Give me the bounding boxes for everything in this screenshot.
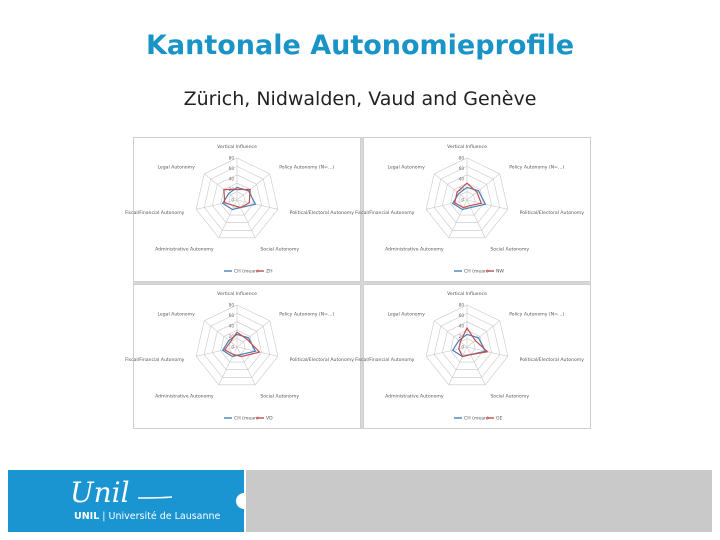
- radar-axis-label: Political/Electoral Autonomy: [289, 211, 354, 216]
- radar-panel-vaud: [125, 284, 361, 429]
- radar-axis-label: Social Autonomy: [490, 394, 530, 400]
- legend-label: CH (mean): [464, 269, 489, 275]
- radar-axis-label: Policy Autonomy (N=...): [509, 165, 565, 171]
- radar-tick-label: 20: [228, 187, 234, 192]
- radar-axis-label: Vertical Influence: [447, 292, 487, 297]
- radar-axis-label: Administrative Autonomy: [385, 394, 444, 400]
- radar-axis-label: Legal Autonomy: [387, 165, 425, 171]
- radar-chart-zurich: [125, 138, 362, 283]
- radar-panel-nidwalden: [355, 137, 591, 282]
- radar-spoke: [237, 200, 255, 238]
- radar-spoke: [449, 197, 467, 238]
- radar-tick-label: 0: [461, 344, 464, 350]
- legend-label: ZH: [266, 269, 273, 275]
- radar-axis-label: Policy Autonomy (N=...): [279, 312, 335, 318]
- radar-axis-label: Legal Autonomy: [387, 312, 425, 318]
- radar-tick-label: 60: [458, 313, 464, 318]
- radar-chart-geneve: [355, 285, 592, 430]
- radar-axis-label: Vertical Influence: [447, 145, 487, 150]
- logo-caption: [74, 511, 220, 522]
- slide-subtitle: Zürich, Nidwalden, Vaud and Genève: [183, 88, 537, 110]
- radar-tick-label: 20: [228, 334, 234, 339]
- legend-label: GE: [496, 416, 503, 422]
- legend-label: NW: [496, 269, 504, 275]
- radar-tick-label: 60: [228, 313, 234, 318]
- unil-logo: [68, 476, 178, 510]
- logo-separator: |: [102, 511, 106, 522]
- radar-tick-label: 80: [228, 302, 234, 308]
- radar-chart-vaud: [125, 285, 362, 430]
- radar-axis-label: Policy Autonomy (N=...): [509, 312, 565, 318]
- radar-panel-geneve: [355, 284, 591, 429]
- footer-logo-block: [8, 470, 244, 532]
- radar-tick-label: 0: [231, 344, 234, 350]
- radar-panel-zurich: [125, 137, 361, 282]
- legend-label: CH (mean): [464, 416, 489, 422]
- radar-axis-label: Political/Electoral Autonomy: [519, 358, 584, 363]
- radar-axis-label: Administrative Autonomy: [155, 247, 214, 253]
- radar-axis-label: Fiscal/Financial Autonomy: [125, 211, 185, 216]
- radar-axis-label: Political/Electoral Autonomy: [289, 358, 354, 363]
- radar-chart-nidwalden: [355, 138, 592, 283]
- radar-axis-label: Social Autonomy: [260, 247, 300, 253]
- radar-tick-label: 20: [458, 187, 464, 192]
- radar-axis-label: Social Autonomy: [260, 394, 300, 400]
- radar-axis-label: Fiscal/Financial Autonomy: [355, 358, 415, 363]
- radar-axis-label: Policy Autonomy (N=...): [279, 165, 335, 171]
- footer-gray-bar: [246, 470, 712, 532]
- radar-tick-label: 60: [228, 166, 234, 171]
- radar-tick-label: 40: [458, 323, 464, 329]
- radar-tick-label: 0: [461, 197, 464, 203]
- radar-tick-label: 40: [228, 323, 234, 329]
- radar-tick-label: 80: [458, 155, 464, 161]
- logo-wordmark: Unil: [70, 476, 130, 509]
- radar-axis-label: Administrative Autonomy: [385, 247, 444, 253]
- logo-bold: UNIL: [74, 511, 100, 522]
- radar-tick-label: 20: [458, 334, 464, 339]
- radar-axis-label: Legal Autonomy: [157, 165, 195, 171]
- radar-tick-label: 40: [458, 176, 464, 182]
- radar-axis-label: Political/Electoral Autonomy: [519, 211, 584, 216]
- radar-spoke: [449, 344, 467, 385]
- radar-tick-label: 60: [458, 166, 464, 171]
- legend-label: VD: [266, 416, 273, 422]
- footer-bar: [0, 470, 720, 532]
- legend-label: CH (mean): [234, 269, 259, 275]
- radar-tick-label: 80: [458, 302, 464, 308]
- radar-tick-label: 0: [231, 197, 234, 203]
- radar-tick-label: 40: [228, 176, 234, 182]
- radar-axis-label: Fiscal/Financial Autonomy: [125, 358, 185, 363]
- logo-university: Université de Lausanne: [108, 511, 221, 522]
- radar-axis-label: Administrative Autonomy: [155, 394, 214, 400]
- radar-tick-label: 80: [228, 155, 234, 161]
- legend-label: CH (mean): [234, 416, 259, 422]
- radar-axis-label: Vertical Influence: [217, 292, 257, 297]
- radar-spoke: [237, 347, 255, 385]
- radar-axis-label: Fiscal/Financial Autonomy: [355, 211, 415, 216]
- radar-spoke: [219, 344, 237, 385]
- radar-axis-label: Social Autonomy: [490, 247, 530, 253]
- radar-axis-label: Legal Autonomy: [157, 312, 195, 318]
- slide-title: Kantonale Autonomieprofile: [145, 30, 575, 61]
- radar-chart-grid: [125, 137, 591, 429]
- radar-axis-label: Vertical Influence: [217, 145, 257, 150]
